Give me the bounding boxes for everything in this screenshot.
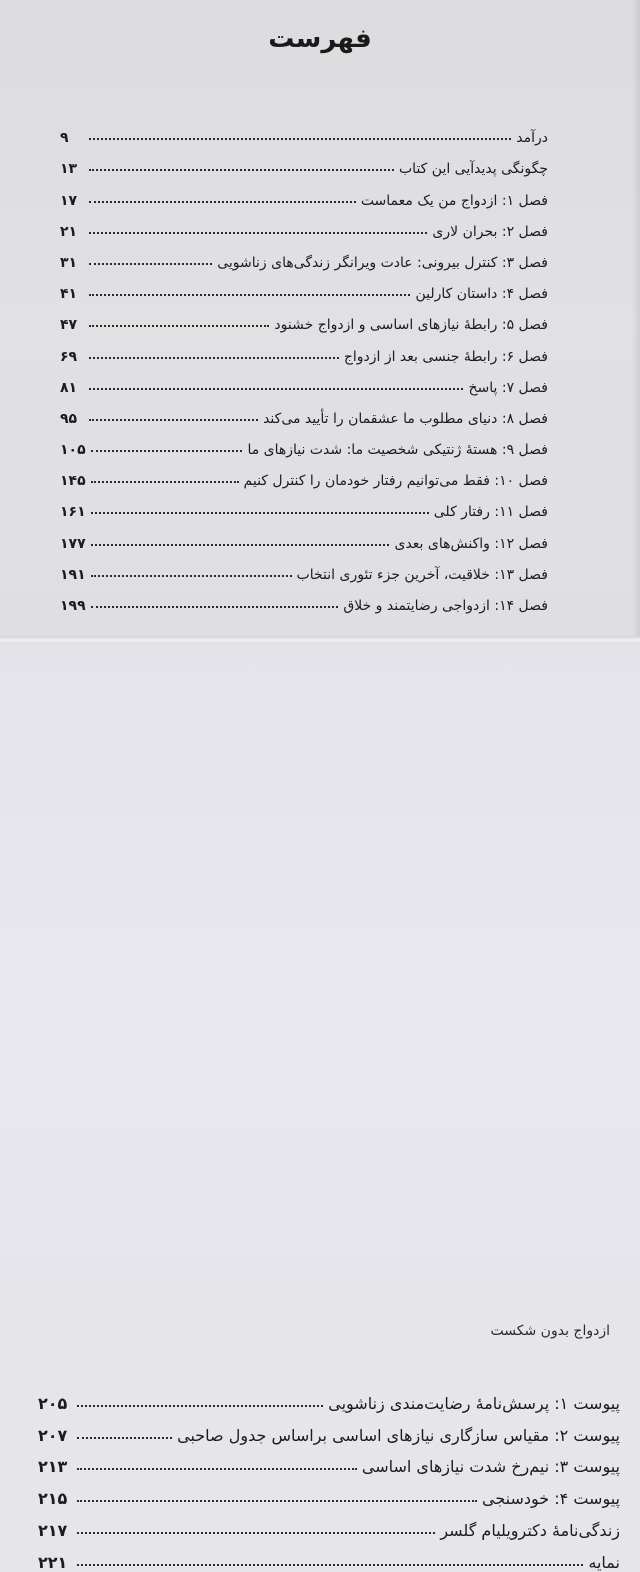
toc-entry <box>60 519 548 550</box>
toc-entry-title: فصل ۱۱: رفتار کلی <box>433 504 548 521</box>
toc-page-number: ۹ <box>60 130 69 147</box>
toc-entry-title: پیوست ۳: نیم‌رخ شدت نیازهای اساسی <box>361 1457 620 1477</box>
toc-page-number: ۱۰۵ <box>60 442 86 459</box>
dot-leader <box>77 1564 583 1566</box>
dot-leader <box>77 1468 357 1470</box>
toc-entry <box>60 208 548 239</box>
toc-entry <box>60 457 548 488</box>
dot-leader <box>91 512 429 514</box>
toc-entry-title: فصل ۶: رابطهٔ جنسی بعد از ازدواج <box>343 348 548 365</box>
dot-leader <box>77 1532 435 1534</box>
toc-entry <box>60 332 548 363</box>
toc-entry <box>60 582 548 613</box>
toc-entry <box>60 488 548 519</box>
dot-leader <box>91 450 243 452</box>
toc-entry <box>38 1475 620 1507</box>
toc-entry-title: فصل ۱۲: واکنش‌های بعدی <box>394 535 548 552</box>
toc-entry-title: فصل ۸: دنیای مطلوب ما عشقمان را تأیید می‌کند <box>263 410 548 427</box>
toc-list-main <box>60 114 548 613</box>
dot-leader <box>89 138 511 140</box>
toc-entry-title: پیوست ۱: پرسش‌نامهٔ رضایت‌مندی زناشویی <box>328 1393 620 1413</box>
toc-page-number: ۱۶۱ <box>60 504 86 521</box>
dot-leader <box>77 1500 477 1502</box>
dot-leader <box>89 357 339 359</box>
toc-entry-title: فصل ۱۴: ازدواجی رضایتمند و خلاق <box>343 598 548 614</box>
toc-entry <box>60 301 548 332</box>
toc-page-number: ۲۰۵ <box>38 1393 68 1413</box>
toc-page-number: ۲۱ <box>60 223 78 240</box>
dot-leader <box>89 201 356 203</box>
toc-page-number: ۲۱۷ <box>38 1520 68 1540</box>
toc-page-number: ۱۷ <box>60 192 78 209</box>
toc-entry <box>60 145 548 176</box>
toc-entry <box>60 426 548 457</box>
dot-leader <box>91 606 339 608</box>
page-edge-shadow <box>632 0 640 636</box>
toc-entry <box>60 551 548 582</box>
toc-page-number: ۱۴۵ <box>60 473 86 490</box>
running-head: ازدواج بدون شکست <box>490 1323 610 1339</box>
toc-entry <box>60 239 548 270</box>
toc-page-number: ۱۳ <box>60 161 78 178</box>
toc-entry <box>60 270 548 301</box>
toc-entry <box>38 1539 620 1571</box>
toc-entry-title: درآمد <box>516 130 548 147</box>
toc-page-number: ۲۱۳ <box>38 1457 68 1477</box>
toc-entry <box>38 1507 620 1539</box>
toc-page-number: ۸۱ <box>60 379 78 396</box>
dot-leader <box>77 1405 323 1407</box>
toc-page-number: ۳۱ <box>60 254 78 271</box>
toc-entry-title: پیوست ۴: خودسنجی <box>482 1489 620 1509</box>
toc-entry-title: چگونگی پدیدآیی این کتاب <box>399 161 548 178</box>
toc-entry <box>38 1412 620 1444</box>
toc-entry-title: فصل ۳: کنترل بیرونی: عادت ویرانگر زندگی‌های زناشویی <box>217 254 548 271</box>
toc-entry-title: فصل ۱۳: خلاقیت، آخرین جزء تئوری انتخاب <box>296 566 548 583</box>
dot-leader <box>89 232 427 234</box>
dot-leader <box>91 575 292 577</box>
dot-leader <box>89 169 394 171</box>
toc-entry-title: فصل ۱: ازدواج من یک معماست <box>360 192 548 209</box>
toc-page-number: ۱۹۹ <box>60 598 86 614</box>
dot-leader <box>89 263 212 265</box>
toc-entry <box>38 1444 620 1476</box>
toc-entry-title: فصل ۹: هستهٔ ژنتیکی شخصیت ما: شدت نیازهای ما <box>247 442 548 459</box>
toc-entry <box>60 114 548 145</box>
dot-leader <box>89 325 269 327</box>
toc-page-number: ۶۹ <box>60 348 78 365</box>
toc-entry-title: فصل ۱۰: فقط می‌توانیم رفتار خودمان را کنترل کنیم <box>243 473 548 490</box>
toc-page-number: ۲۲۱ <box>38 1552 68 1572</box>
toc-entry-title: پیوست ۲: مقیاس سازگاری نیازهای اساسی براساس جدول صاحبی <box>177 1425 620 1445</box>
toc-page-number: ۲۰۷ <box>38 1425 68 1445</box>
toc-entry <box>60 364 548 395</box>
dot-leader <box>89 419 258 421</box>
top-book-page <box>0 0 640 640</box>
toc-page-number: ۱۹۱ <box>60 566 86 583</box>
dot-leader <box>89 294 410 296</box>
page-divider <box>0 636 640 644</box>
toc-entry-title: فصل ۴: داستان کارلین <box>415 286 548 303</box>
toc-page-number: ۴۱ <box>60 286 78 303</box>
toc-entry <box>60 176 548 207</box>
toc-entry <box>60 395 548 426</box>
toc-entry-title: نمایه <box>588 1552 620 1572</box>
dot-leader <box>89 388 463 390</box>
page-title: فهرست <box>268 24 372 54</box>
toc-entry <box>38 1380 620 1412</box>
toc-list-appendix <box>38 1380 620 1571</box>
dot-leader <box>91 544 390 546</box>
dot-leader <box>77 1437 172 1439</box>
toc-entry-title: فصل ۷: پاسخ <box>468 379 548 396</box>
toc-entry-title: فصل ۲: بحران لاری <box>432 223 548 240</box>
bottom-book-page <box>0 640 640 1572</box>
dot-leader <box>91 481 239 483</box>
toc-entry-title: فصل ۵: رابطهٔ نیازهای اساسی و ازدواج خشنود <box>274 317 548 334</box>
toc-page-number: ۱۷۷ <box>60 535 86 552</box>
toc-page-number: ۹۵ <box>60 410 78 427</box>
toc-page-number: ۲۱۵ <box>38 1489 68 1509</box>
toc-page-number: ۴۷ <box>60 317 78 334</box>
toc-entry-title: زندگی‌نامهٔ دکترویلیام گلسر <box>440 1520 620 1540</box>
